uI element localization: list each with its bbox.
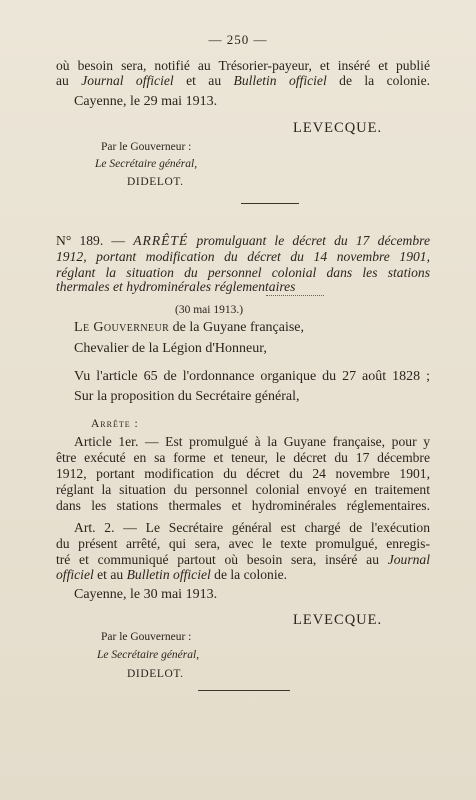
author-rest: de la Guyane française, (169, 320, 305, 335)
art2-line-2: du présent arrêté, qui sera, avec le texte promulgué, enregis- (56, 536, 430, 551)
arrete-word: ARRÊTÉ (133, 233, 189, 248)
art2-span: et au (93, 567, 127, 582)
page-number: — 250 — (208, 32, 268, 47)
art1-line-2: être exécuté en sa forme et teneur, le décret du 17 décembre (56, 450, 430, 465)
top-text-span: au (56, 73, 82, 88)
arrete-date: (30 mai 1913.) (175, 304, 244, 316)
arrete-number: N° 189. (56, 233, 104, 248)
art2-span: de la colonie. (210, 567, 288, 582)
art1-line-3: 1912, portant modification du décret du 24 novembre 1901, (56, 466, 430, 481)
art1-line-4: réglant la situation du personnel colonial envoyé en traitement (56, 482, 430, 497)
bulletin-officiel-ref: Bulletin officiel (126, 567, 211, 582)
vu-line-2: Sur la proposition du Secrétaire général, (74, 389, 300, 404)
bottom-signature: LEVECQUE. (293, 612, 383, 628)
arrete-title-line-1 (56, 233, 430, 249)
vu-line-1: Vu l'article 65 de l'ordonnance organique du 27 août 1828 ; (74, 369, 430, 384)
art2-span: tré et communiqué partout où besoin sera, inséré au (56, 552, 388, 567)
bulletin-officiel-ref: Bulletin officiel (233, 73, 327, 88)
top-place-date: Cayenne, le 29 mai 1913. (74, 94, 218, 109)
arrete-title-span: promulguant le décret du 17 décembre (188, 233, 430, 248)
top-signature: LEVECQUE. (293, 120, 383, 136)
arrete-title-line-3: réglant la situation du personnel colonial dans les stations (56, 265, 430, 280)
arrete-title-line-2: 1912, portant modification du décret du 14 novembre 1901, (56, 249, 430, 264)
bottom-place-date: Cayenne, le 30 mai 1913. (74, 587, 218, 602)
art2-line-4 (56, 567, 287, 583)
art2-line-1: Art. 2. — Le Secrétaire général est chargé de l'exécution (74, 520, 430, 535)
art1-line-1: Article 1er. — Est promulgué à la Guyane française, pour y (74, 434, 430, 449)
top-text-span: et au (173, 73, 234, 88)
journal-ref: Journal (387, 552, 430, 567)
author-line-2: Chevalier de la Légion d'Honneur, (74, 341, 267, 356)
end-rule (198, 690, 290, 691)
top-text-line-2 (56, 73, 430, 89)
dotted-separator (266, 295, 324, 296)
author-line-1 (74, 320, 304, 336)
top-secretary-name: DIDELOT. (127, 176, 184, 188)
officiel-ref: officiel (56, 567, 94, 582)
author-governor: Le Gouverneur (74, 320, 170, 335)
art2-line-3 (56, 552, 430, 568)
arrete-title-line-4: thermales et hydrominérales réglementaires (56, 279, 296, 294)
bottom-secretary-name: DIDELOT. (127, 668, 184, 680)
bottom-secretary-title: Le Secrétaire général, (97, 649, 200, 661)
separator-rule (241, 203, 299, 204)
arrete-dash: — (103, 233, 134, 248)
bottom-by-governor: Par le Gouverneur : (101, 631, 192, 643)
top-text-span: de la colonie. (326, 73, 431, 88)
top-secretary-title: Le Secrétaire général, (95, 158, 198, 170)
art1-line-5: dans les stations thermales et hydrominérales réglementaires. (56, 498, 430, 513)
top-text-line-1: où besoin sera, notifié au Trésorier-payeur, et inséré et publié (56, 58, 430, 73)
top-by-governor: Par le Gouverneur : (101, 141, 192, 153)
journal-officiel-ref: Journal officiel (81, 73, 174, 88)
arrete-heading: Arrête : (91, 418, 139, 430)
